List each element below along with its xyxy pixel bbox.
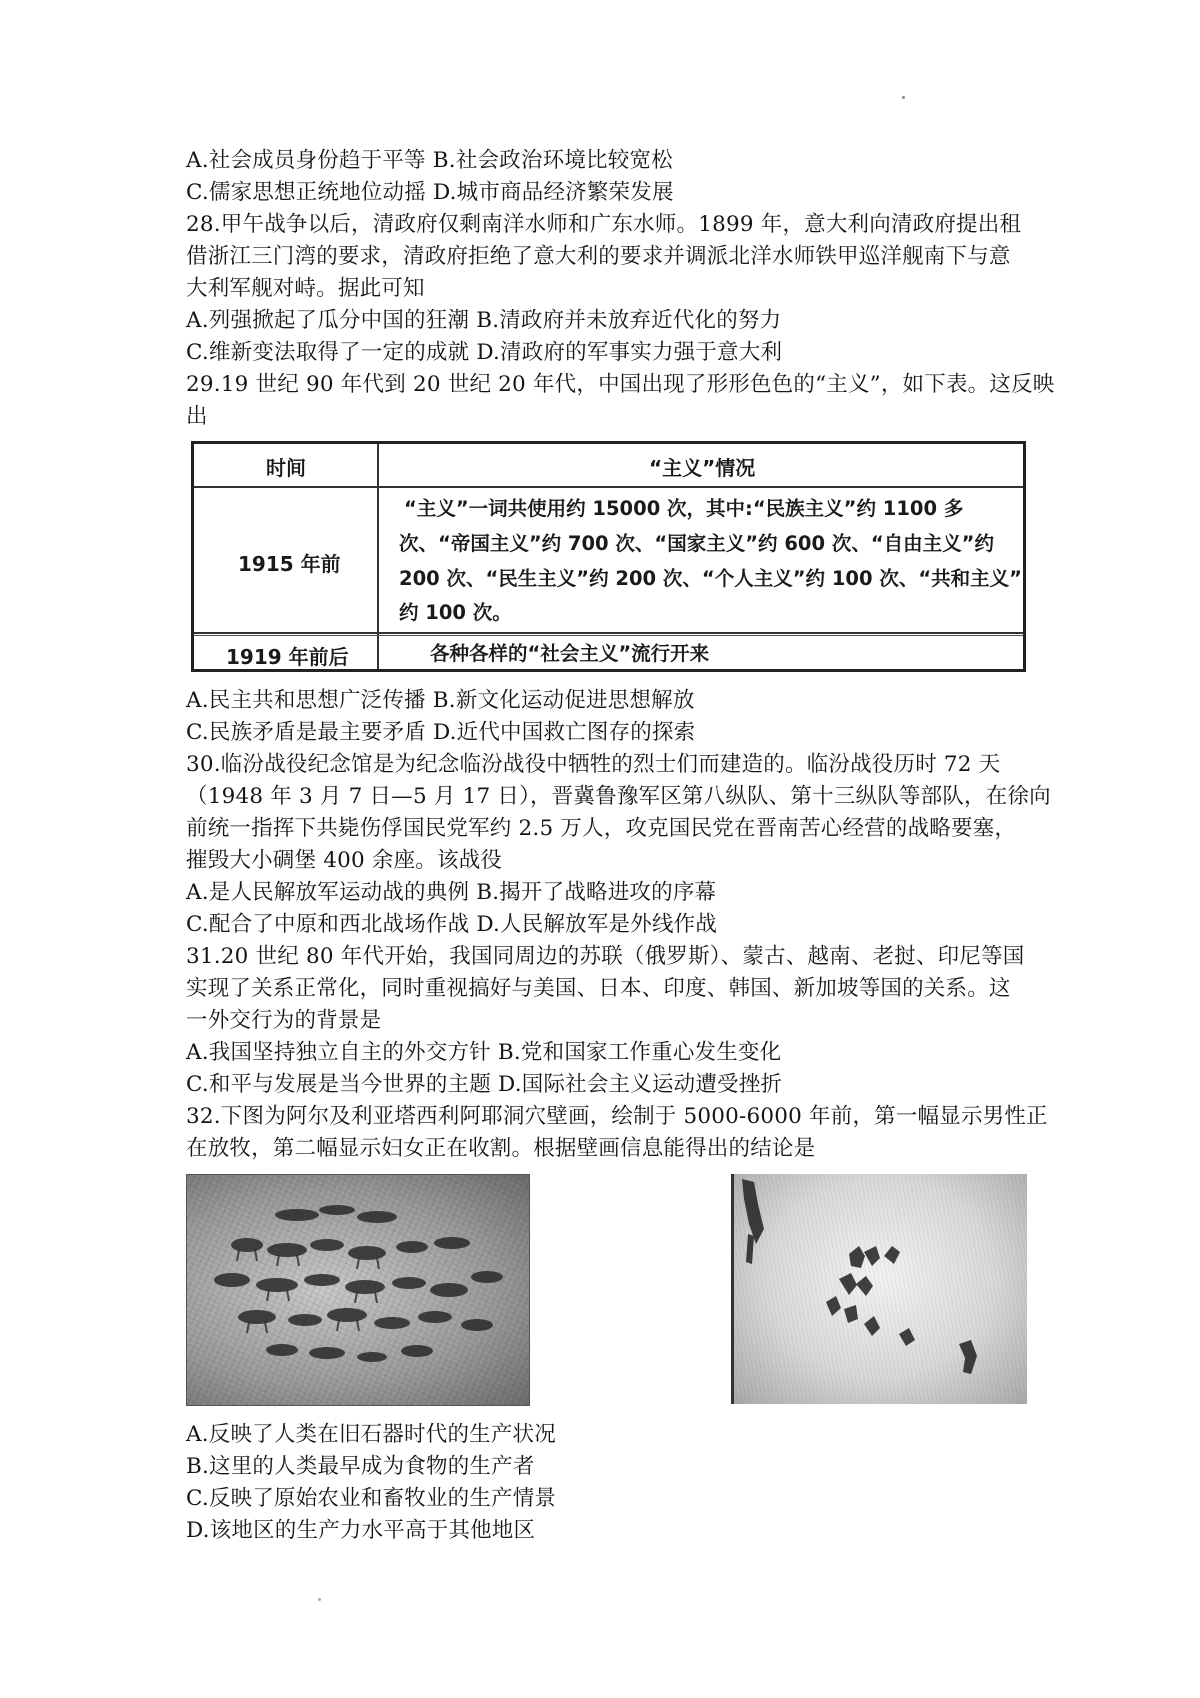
table-cell-text: 次、“帝国主义”约 700 次、“国家主义”约 600 次、“自由主义”约 [399,532,994,555]
table-divider [194,486,1023,488]
table-divider [194,632,1023,634]
harvest-figures [734,1174,1027,1404]
q29-stem: 29.19 世纪 90 年代到 20 世纪 20 年代，中国出现了形形色色的“主义”，如下表。这反映 [186,372,1055,397]
q28-option-line: A.列强掀起了瓜分中国的狂潮 B.清政府并未放弃近代化的努力 [186,308,782,333]
speck [902,96,905,99]
q31-stem: 31.20 世纪 80 年代开始，我国同周边的苏联（俄罗斯）、蒙古、越南、老挝、印尼等国 [186,944,1025,969]
q31-option-line: A.我国坚持独立自主的外交方针 B.党和国家工作重心发生变化 [186,1040,782,1065]
q29-option-line: A.民主共和思想广泛传播 B.新文化运动促进思想解放 [186,688,695,713]
q30-option-line: C.配合了中原和西北战场作战 D.人民解放军是外线作战 [186,912,718,937]
q32-stem: 在放牧，第二幅显示妇女正在收割。根据壁画信息能得出的结论是 [186,1136,816,1161]
q28-stem: 大利军舰对峙。据此可知 [186,276,425,301]
q30-stem: 前统一指挥下共毙伤俘国民党军约 2.5 万人，攻克国民党在晋南苦心经营的战略要塞， [186,816,1017,841]
table-cell-text: 各种各样的“社会主义”流行开来 [430,642,710,665]
q29-stem: 出 [186,404,208,429]
q32-option-line: B.这里的人类最早成为食物的生产者 [186,1454,535,1479]
table-header-ism: “主义”情况 [649,456,756,480]
q29-option-line: C.民族矛盾是最主要矛盾 D.近代中国救亡图存的探索 [186,720,696,745]
q30-stem: 30.临汾战役纪念馆是为纪念临汾战役中牺牲的烈士们而建造的。临汾战役历时 72 天 [186,752,1001,777]
table-header-time: 时间 [266,456,306,480]
table-cell-time: 1915 年前 [238,552,341,576]
speck [318,1598,321,1601]
q32-option-line: D.该地区的生产力水平高于其他地区 [186,1518,536,1543]
table-cell-text: 200 次、“民生主义”约 200 次、“个人主义”约 100 次、“共和主义” [399,567,1022,590]
q27-option-line: A.社会成员身份趋于平等 B.社会政治环境比较宽松 [186,148,673,173]
q32-stem: 32.下图为阿尔及利亚塔西利阿耶洞穴壁画，绘制于 5000-6000 年前，第一幅显示男性正 [186,1104,1048,1129]
table-cell-text: “主义”一词共使用约 15000 次，其中:“民族主义”约 1100 多 [404,497,964,520]
q30-stem: 摧毁大小碉堡 400 余座。该战役 [186,848,503,873]
q31-option-line: C.和平与发展是当今世界的主题 D.国际社会主义运动遭受挫折 [186,1072,783,1097]
herd-figures [187,1175,529,1405]
q30-option-line: A.是人民解放军运动战的典例 B.揭开了战略进攻的序幕 [186,880,717,905]
q31-stem: 一外交行为的背景是 [186,1008,382,1033]
q28-stem: 28.甲午战争以后，清政府仅剩南洋水师和广东水师。1899 年，意大利向清政府提出租 [186,212,1022,237]
q28-stem: 借浙江三门湾的要求，清政府拒绝了意大利的要求并调派北洋水师铁甲巡洋舰南下与意 [186,244,1011,269]
q32-option-line: C.反映了原始农业和畜牧业的生产情景 [186,1486,557,1511]
table-cell-text: 约 100 次。 [399,601,512,624]
mural-harvest-image [731,1174,1027,1404]
q30-stem: （1948 年 3 月 7 日—5 月 17 日），晋冀鲁豫军区第八纵队、第十三纵队等部队，在徐向 [186,784,1051,809]
ism-table [191,441,1026,672]
table-cell-time: 1919 年前后 [226,645,349,669]
table-divider [194,635,1023,636]
q28-option-line: C.维新变法取得了一定的成就 D.清政府的军事实力强于意大利 [186,340,783,365]
mural-herding-image [186,1174,530,1406]
q27-option-line: C.儒家思想正统地位动摇 D.城市商品经济繁荣发展 [186,180,674,205]
q31-stem: 实现了关系正常化，同时重视搞好与美国、日本、印度、韩国、新加坡等国的关系。这 [186,976,1011,1001]
q32-option-line: A.反映了人类在旧石器时代的生产状况 [186,1422,556,1447]
